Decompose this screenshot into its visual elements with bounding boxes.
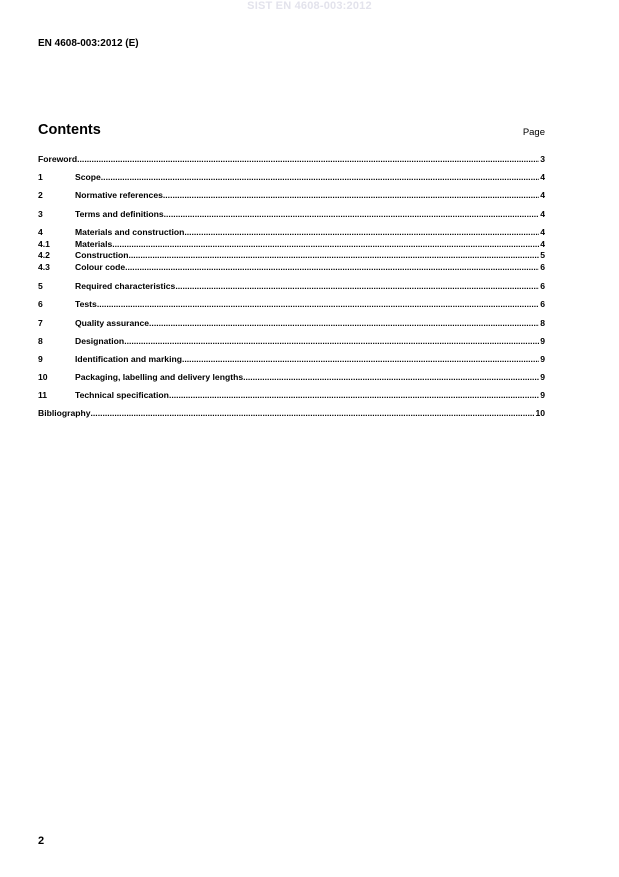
toc-entry-technical-specification[interactable] — [38, 390, 545, 401]
toc-entry-title: Tests — [75, 299, 97, 310]
toc-dot-leader — [91, 408, 535, 419]
toc-entry-materials-and-construction[interactable] — [38, 227, 545, 239]
page-number: 2 — [38, 835, 45, 847]
toc-entry-title: Terms and definitions — [75, 208, 164, 219]
toc-dot-leader — [163, 190, 539, 201]
toc-entry-quality-assurance[interactable] — [38, 318, 545, 329]
toc-entry-title: Identification and marking — [75, 353, 182, 364]
toc-entry-packaging[interactable] — [38, 372, 545, 383]
toc-entry-page: 6 — [540, 262, 545, 273]
toc-entry-construction[interactable] — [38, 250, 545, 262]
toc-entry-number: 8 — [38, 335, 43, 346]
toc-entry-page: 4 — [540, 172, 545, 183]
toc-entry-title: Quality assurance — [75, 317, 150, 328]
toc-entry-number: 7 — [38, 317, 43, 328]
toc-entry-title: Materials and construction — [75, 226, 185, 237]
toc-entry-tests[interactable] — [38, 299, 545, 310]
toc-entry-number: 9 — [38, 353, 43, 364]
toc-entry-number: 1 — [38, 172, 43, 183]
toc-dot-leader — [175, 281, 539, 292]
toc-dot-leader — [243, 372, 539, 383]
toc-dot-leader — [77, 154, 539, 165]
toc-entry-title: Required characteristics — [75, 281, 176, 292]
toc-entry-designation[interactable] — [38, 336, 545, 347]
toc-entry-required-characteristics[interactable] — [38, 281, 545, 292]
toc-dot-leader — [101, 172, 539, 183]
toc-entry-page: 4 — [540, 190, 545, 201]
toc-entry-page: 10 — [535, 408, 545, 419]
toc-entry-number: 4.3 — [38, 262, 50, 273]
toc-entry-number: 4.1 — [38, 238, 50, 249]
toc-dot-leader — [169, 390, 539, 401]
toc-entry-number: 6 — [38, 299, 43, 310]
toc-entry-identification-and-marking[interactable] — [38, 354, 545, 365]
toc-dot-leader — [124, 336, 539, 347]
toc-entry-number: 4.2 — [38, 250, 50, 261]
toc-entry-page: 9 — [540, 372, 545, 383]
toc-entry-title: Scope — [75, 172, 101, 183]
toc-entry-scope[interactable] — [38, 172, 545, 183]
toc-entry-number: 11 — [38, 390, 48, 401]
toc-entry-materials[interactable] — [38, 239, 545, 251]
toc-entry-page: 6 — [540, 299, 545, 310]
toc-dot-leader — [125, 262, 539, 274]
contents-title: Contents — [38, 122, 101, 138]
toc-entry-foreword[interactable] — [38, 154, 545, 165]
page-column-label: Page — [522, 127, 545, 138]
toc-entry-number: 3 — [38, 208, 43, 219]
document-id: EN 4608-003:2012 (E) — [38, 38, 139, 49]
toc-entry-page: 9 — [540, 353, 545, 364]
toc-entry-title: Normative references — [75, 190, 163, 201]
toc-entry-number: 5 — [38, 281, 43, 292]
toc-entry-title: Colour code — [75, 262, 126, 273]
toc-entry-title: Construction — [75, 250, 129, 261]
toc-dot-leader — [182, 354, 539, 365]
toc-entry-page: 6 — [540, 281, 545, 292]
toc-dot-leader — [97, 299, 539, 310]
toc-dot-leader — [128, 250, 539, 262]
toc-entry-bibliography[interactable] — [38, 408, 545, 419]
toc-entry-title: Bibliography — [38, 408, 91, 419]
toc-entry-number: 10 — [38, 372, 48, 383]
toc-entry-page: 5 — [540, 250, 545, 261]
toc-entry-normative-references[interactable] — [38, 190, 545, 201]
toc-entry-page: 4 — [540, 238, 545, 249]
toc-dot-leader — [149, 318, 539, 329]
toc-entry-page: 8 — [540, 317, 545, 328]
toc-entry-colour-code[interactable] — [38, 262, 545, 274]
watermark: SIST EN 4608-003:2012 — [247, 0, 372, 12]
toc-entry-title: Packaging, labelling and delivery lengths — [75, 372, 244, 383]
toc-entry-number: 4 — [38, 226, 43, 237]
toc-entry-number: 2 — [38, 190, 43, 201]
toc-entry-terms-and-definitions[interactable] — [38, 209, 545, 220]
toc-dot-leader — [184, 227, 539, 239]
toc-entry-page: 3 — [540, 154, 545, 164]
toc-entry-title: Technical specification — [75, 390, 169, 401]
toc-dot-leader — [164, 209, 540, 220]
toc-entry-title: Materials — [75, 238, 113, 249]
toc-entry-page: 4 — [540, 208, 545, 219]
toc-dot-leader — [112, 239, 539, 251]
toc-entry-page: 9 — [540, 390, 545, 401]
toc-entry-page: 4 — [540, 226, 545, 237]
toc-entry-title: Foreword — [38, 154, 78, 164]
table-of-contents — [38, 154, 545, 419]
toc-entry-page: 9 — [540, 335, 545, 346]
toc-entry-title: Designation — [75, 335, 125, 346]
